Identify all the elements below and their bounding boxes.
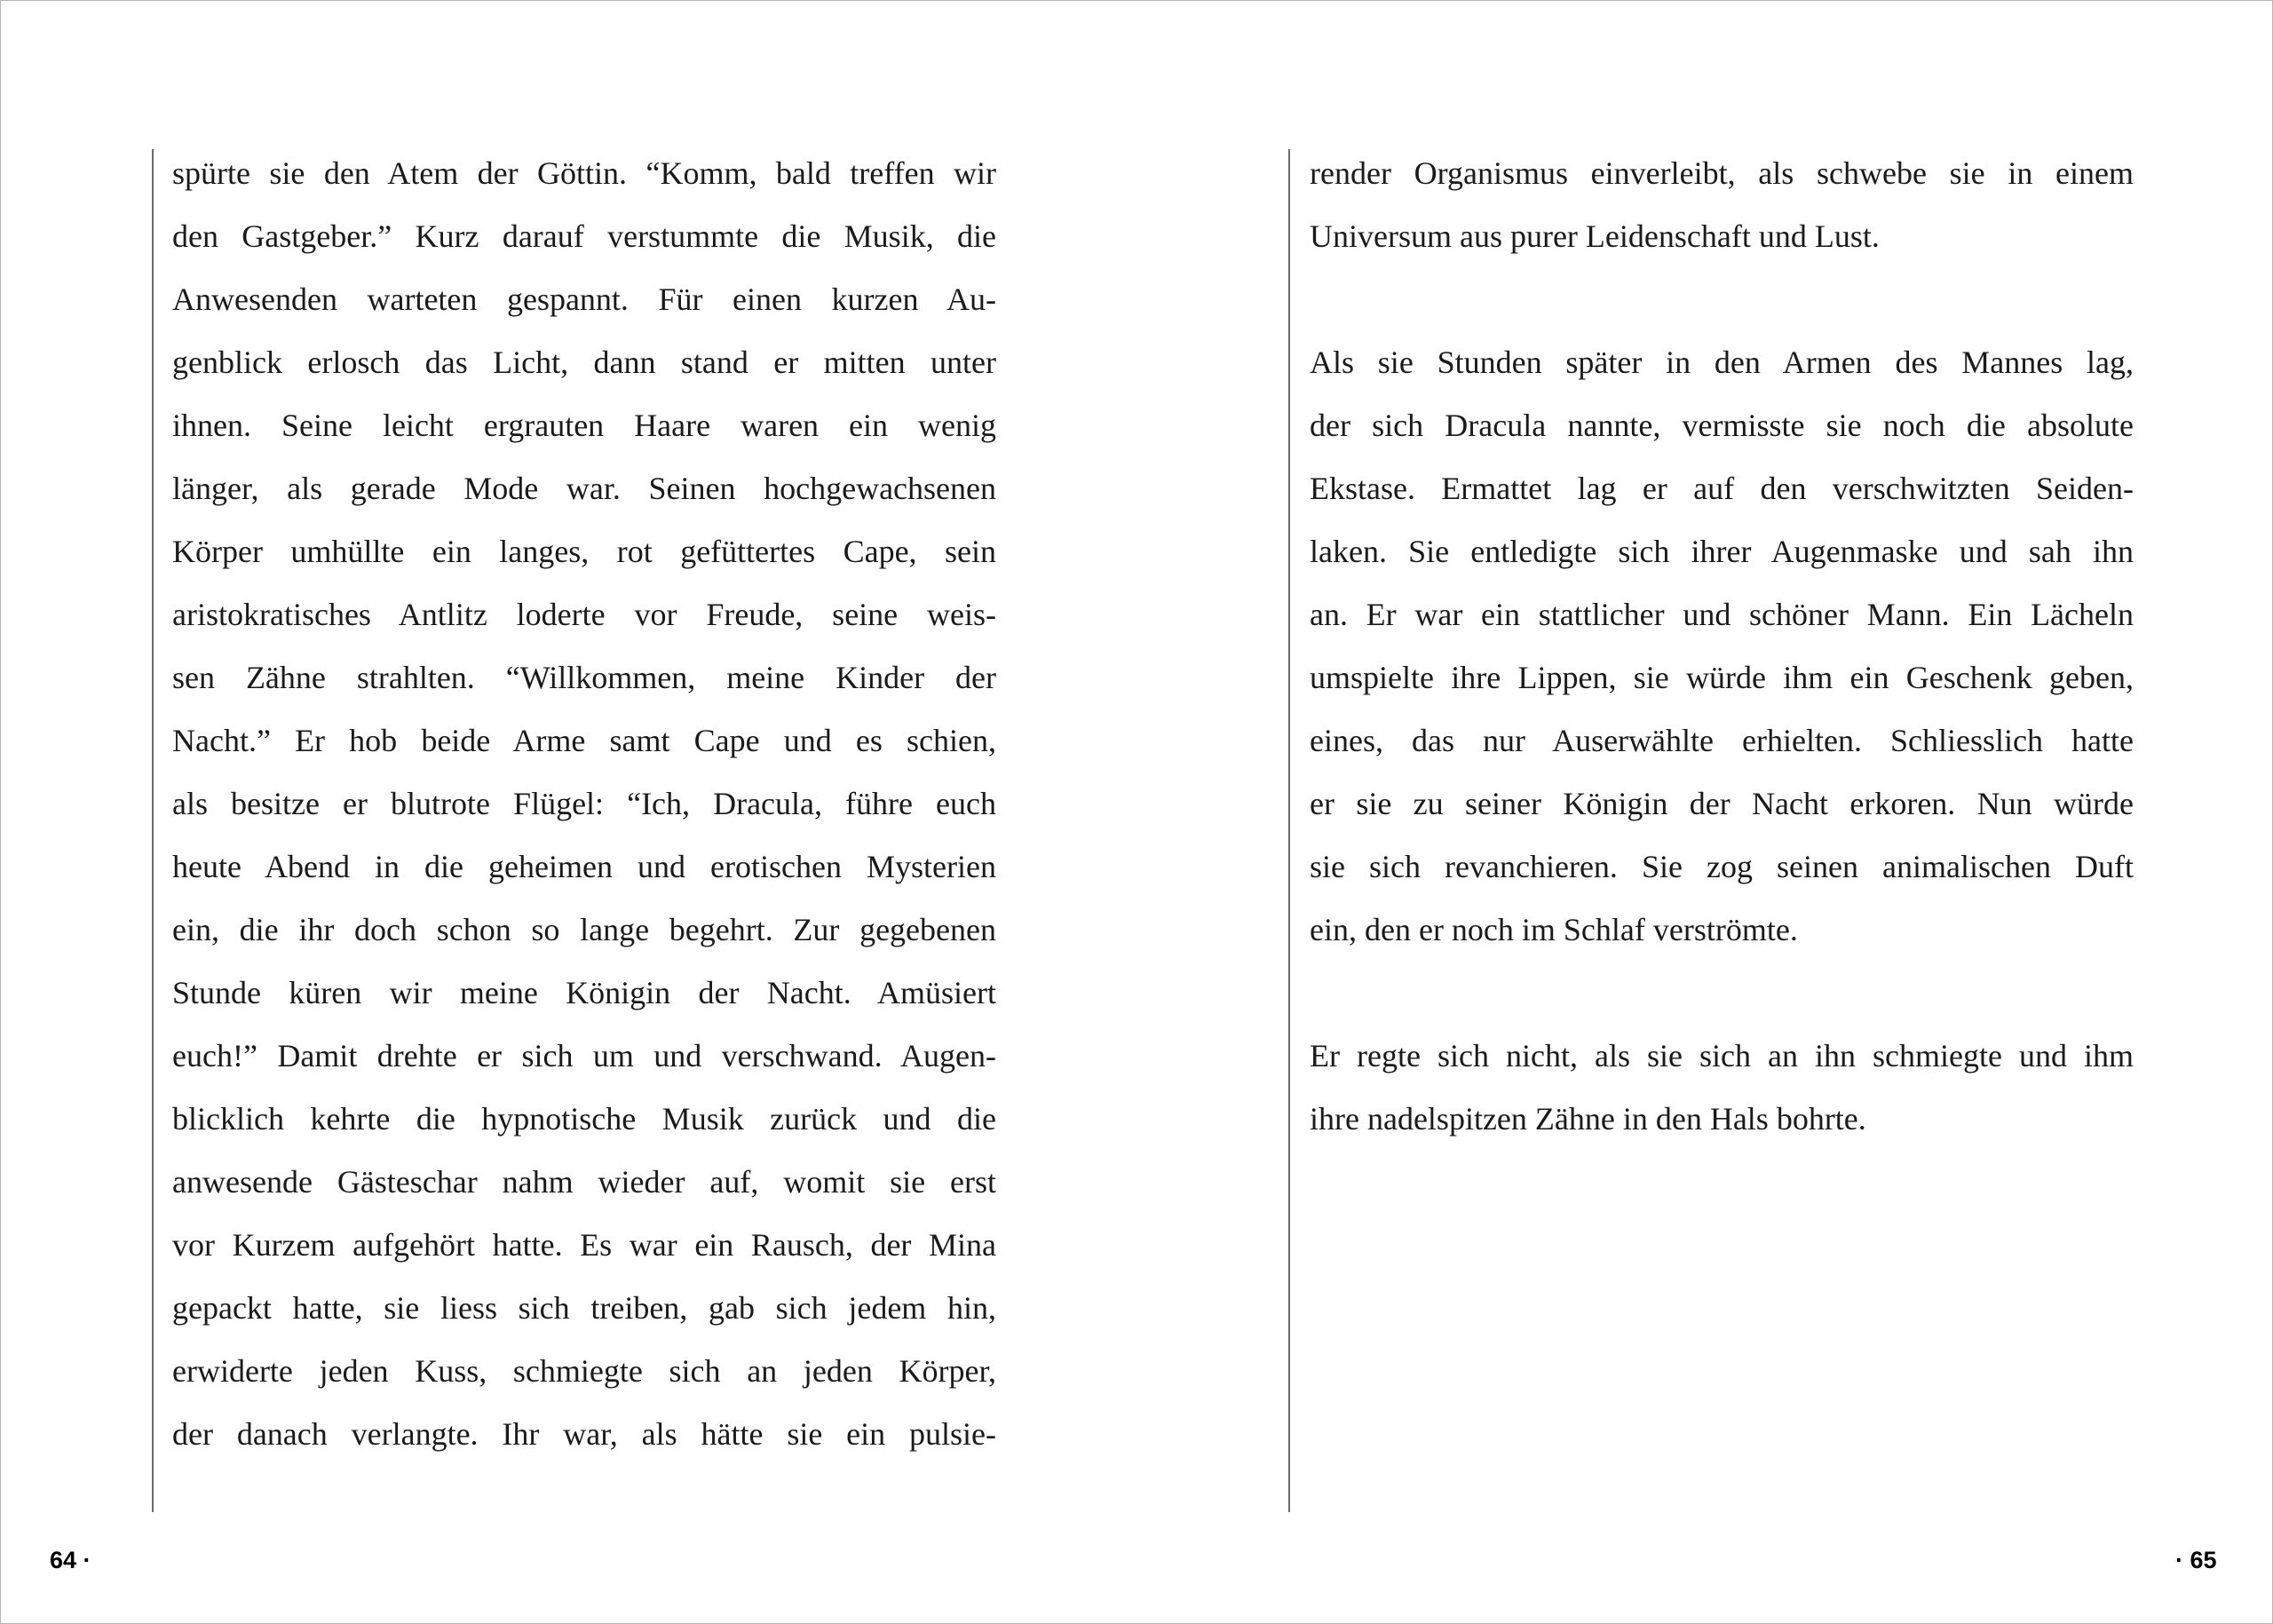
text-line: den Gastgeber.” Kurz darauf verstummte die Musik, die <box>172 218 996 254</box>
text-line: Universum aus purer Leidenschaft und Lust. <box>1310 218 1880 254</box>
text-line: erwiderte jeden Kuss, schmiegte sich an jeden Körper, <box>172 1353 996 1389</box>
text-line: sen Zähne strahlten. “Willkommen, meine Kinder der <box>172 660 996 695</box>
text-line: gepackt hatte, sie liess sich treiben, gab sich jedem hin, <box>172 1290 996 1326</box>
right-column-rule <box>1288 149 1290 1512</box>
paragraph <box>1310 331 2134 962</box>
left-page-number: 64 · <box>50 1547 91 1573</box>
text-line: aristokratisches Antlitz loderte vor Freude, seine weis- <box>172 597 996 632</box>
paragraph <box>1310 1025 2134 1151</box>
left-page-text <box>172 142 996 1466</box>
text-line: laken. Sie entledigte sich ihrer Augenmaske und sah ihn <box>1310 534 2134 569</box>
text-line: anwesende Gästeschar nahm wieder auf, womit sie erst <box>172 1164 996 1200</box>
text-line: umspielte ihre Lippen, sie würde ihm ein Geschenk geben, <box>1310 660 2134 695</box>
text-line: ihnen. Seine leicht ergrauten Haare waren ein wenig <box>172 408 996 443</box>
text-line: an. Er war ein stattlicher und schöner Mann. Ein Lächeln <box>1310 597 2134 632</box>
left-column-rule <box>152 149 154 1512</box>
text-line: euch!” Damit drehte er sich um und verschwand. Augen- <box>172 1038 996 1073</box>
text-line: genblick erlosch das Licht, dann stand er mitten unter <box>172 345 996 380</box>
text-line: Ekstase. Ermattet lag er auf den verschwitzten Seiden- <box>1310 471 2134 506</box>
text-line: ein, die ihr doch schon so lange begehrt. Zur gegebenen <box>172 912 996 947</box>
text-line: blicklich kehrte die hypnotische Musik zurück und die <box>172 1101 996 1137</box>
text-line: der sich Dracula nannte, vermisste sie noch die absolute <box>1310 408 2134 443</box>
text-line: länger, als gerade Mode war. Seinen hochgewachsenen <box>172 471 996 506</box>
paragraph <box>172 142 996 1466</box>
text-line: heute Abend in die geheimen und erotischen Mysterien <box>172 849 996 884</box>
text-line: Anwesenden warteten gespannt. Für einen kurzen Au- <box>172 281 996 317</box>
paragraph <box>1310 142 2134 268</box>
text-line: Körper umhüllte ein langes, rot gefüttertes Cape, sein <box>172 534 996 569</box>
text-line: Als sie Stunden später in den Armen des Mannes lag, <box>1310 345 2134 380</box>
right-page-text <box>1310 142 2134 1151</box>
right-page-number: · 65 <box>2175 1547 2217 1573</box>
text-line: ein, den er noch im Schlaf verströmte. <box>1310 912 1798 947</box>
text-line: er sie zu seiner Königin der Nacht erkoren. Nun würde <box>1310 786 2134 821</box>
text-line: vor Kurzem aufgehört hatte. Es war ein Rausch, der Mina <box>172 1227 996 1263</box>
text-line: eines, das nur Auserwählte erhielten. Schliesslich hatte <box>1310 723 2134 758</box>
text-line: spürte sie den Atem der Göttin. “Komm, bald treffen wir <box>172 155 996 191</box>
text-line: Er regte sich nicht, als sie sich an ihn schmiegte und ihm <box>1310 1038 2134 1073</box>
text-line: der danach verlangte. Ihr war, als hätte sie ein pulsie- <box>172 1416 996 1452</box>
text-line: sie sich revanchieren. Sie zog seinen animalischen Duft <box>1310 849 2134 884</box>
text-line: Nacht.” Er hob beide Arme samt Cape und es schien, <box>172 723 996 758</box>
text-line: als besitze er blutrote Flügel: “Ich, Dracula, führe euch <box>172 786 996 821</box>
paragraph-gap <box>1310 962 2134 1025</box>
text-line: Stunde küren wir meine Königin der Nacht. Amüsiert <box>172 975 996 1010</box>
text-line: render Organismus einverleibt, als schwebe sie in einem <box>1310 155 2134 191</box>
paragraph-gap <box>1310 268 2134 331</box>
text-line: ihre nadelspitzen Zähne in den Hals bohrte. <box>1310 1101 1866 1137</box>
